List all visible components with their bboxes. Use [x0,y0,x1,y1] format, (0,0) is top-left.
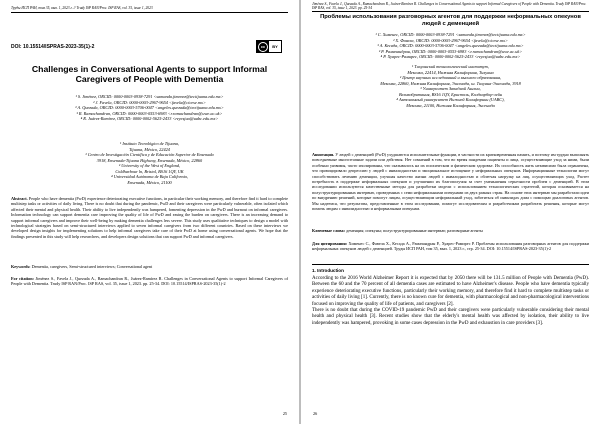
abstract-text: People who have dementia (PwD) experience deteriorating executive functions, in particular their working memory, and therefore find it hard to complete multistep tasks or activities of daily living. There is no doubt that during the pandemic, PwD and their caregivers were particularly vulnerable, often isolated which affected their mental and physical health. Their ability to live independently was hampered, fomenting depression in the PwD and burnout on informal caregivers. Information technology can support dementia care improving the quality of life of PwD and easing the burden on caregivers. There is an increasing demand to support informal caregivers and improve their well-being by making dementia challenges less severe. This study uses qualitative techniques to design a model with technological strategies based on semi-structured interviews applied to seven informal caregivers from two different countries. Based on these interviews we developed design insights for implementing solutions to help informal caregivers take care of their PwD at home using conversational agents. We hope that the findings presented in this study will help researchers, and developers design solutions that can support PwD and informal caregivers. [11,196,288,239]
affiliation: ⁴ Автономный университет Нижней Калифорнии (UABC), [396,97,505,102]
abstract-label: Аннотация. [312,152,335,157]
author: ³ А. Кесада, ORCID: 0000-0003-5706-0047 <angeles.quezada@tectijuana.edu.mx> [377,43,524,48]
keywords [11,264,288,269]
author: ⁴ R. Juárez-Ramírez, ORCID: 0000-0002-5625-2433 <reyesjua@uabc.edu.mx> [80,116,219,121]
page-number: 26 [313,411,318,416]
citation-text: Jiménez S., Favela J., Quezada A., Ramachandran R., Juárez-Ramírez R. Challenges in Conversational Agents to support Informal Caregivers of People with Dementia. Trudy ISP RAN/Proc. ISP RAS, vol. 35, issue 1, 2023. pp. 25-34. DOI: 10.15514/ISPRAS-2023-35(1)-2 [11,276,289,287]
body-paragraph: According to the 2016 World Alzheimer Report it is expected that by 2050 there will be 131.5 million of People with Dementia (PwD). Between the 60 and the 70 percent of all dementia cases are estimated to have Alzheimer's disease. People who have dementia typically experience deteriorating executive functions, particularly their working memory, and therefore find it hard to complete multistep tasks or activities of daily living [1]. Currently, there is no known cure for dementia, with pharmacological and non-pharmacological interventions focused on improving the quality of life of patients, and caregivers [2]. [312,276,589,307]
affiliation: Мексика, 21100, Нижняя Калифорния, Энсенада [406,102,495,108]
cc-icon: cc [257,41,269,52]
keywords-text: Dementia, caregivers, Semi-structured interviews; Conversational agent [31,264,153,269]
author-list [11,94,288,122]
affiliation: ³ Университет Западной Англии, [420,86,481,91]
header-rule [11,12,288,13]
citation-ru [312,241,589,252]
section-heading: 1. Introduction [312,268,344,273]
running-header: Труды ИСП РАН, том 35, вып. 1, 2023 г. // Trudy ISP RAN/Proc. ISP RAS, vol. 35, issue 1, 2023 [11,6,153,10]
affiliation: Tijuana, México, 22424 [129,146,170,152]
author: ¹ С. Хименес, ORCID: 0000-0003-0938-7291 <samanda.jimenez@tectijuana.edu.mx> [375,32,526,37]
keywords-text: деменция; опекуны; полуструктурированные интервью; разговорные агенты [346,228,483,233]
affiliation: ⁴ Universidad Autónoma de Baja California, [111,174,188,179]
affiliation: Мексика, 22860, Нижняя Калифорния, Энсенада, ш. Тихуана-Энсенада, 3918 [380,80,521,86]
body-paragraph: There is no doubt that during the COVID-19 pandemic PwD and their caregivers were particularly vulnerable considering their mental health and physical health [3]. Recent studies show that the elderly's mental health was affected by isolation, their ability to live independently was hampered, provoking in some cases depression in the PwD and exhaustion in care providers [3]. [312,308,589,326]
doi: DOI: 10.15514/ISPRAS-2023-35(1)-2 [11,44,95,50]
affiliation: ³ University of the West of England, [118,163,181,168]
affiliation: ¹ Тихуанский технологический институт, [412,64,489,69]
citation-text: Хименес С., Фавела Х., Кесада А., Рамачандран Р., Хуарес-Рамирес Р. Проблемы использования разговорных агентов для поддержки неформальных опекунов людей с деменцией. Труды ИСП РАН, том 35, вып. 1, 2023 г., стр. 25-34. DOI: 10.15514/ISPRAS-2023-35(1)-2 [312,241,590,252]
citation-label: For citation: [11,276,34,281]
abstract-label: Abstract. [11,196,28,201]
left-page [0,0,299,424]
author: ² J. Favela, ORCID: 0000-0003-2967-9654 <favela@cicese.mx> [93,99,206,105]
author: ³ A. Quezada, ORCID: 0000-0003-5706-0047 <angeles.quezada@tectijuana.edu.mx> [75,105,224,110]
affiliation: ¹ Instituto Tecnológico de Tijuana, [119,141,180,146]
page-number: 25 [282,411,287,416]
keywords-ru [312,228,589,233]
citation [11,276,288,287]
introduction-body [312,276,589,327]
right-page [301,0,600,424]
abstract-ru [312,152,589,211]
author-list-ru [312,32,589,60]
affiliation: Coldharbour ln, Bristol, BS16 1QY, UK [115,168,184,174]
affiliation: 3918, Ensenada-Tijuana Highway, Ensenada, México, 22860 [96,157,203,163]
keywords-label: Keywords: [11,264,31,269]
affiliation-list-ru [312,64,589,108]
article-title: Challenges in Conversational Agents to support Informal Caregivers of People with Dementia [31,64,268,84]
affiliation: Великобритания, BS16 1QY, Бристоль, Колдхарбор-лейн [399,91,502,97]
cc-by-license-badge[interactable] [256,40,282,53]
header-rule [312,11,589,12]
citation-label: Для цитирования: [312,241,348,246]
affiliation: Ensenada, México, 21100 [127,179,172,185]
abstract [11,196,288,239]
author: ³ Р. Рамачандран, ORCID: 0000-0003-0553-6983 <r.ramachandran@uwe.ac.uk> [378,48,523,54]
section-divider [312,264,589,265]
abstract-text: У людей с деменцией (PwD) ухудшаются исполнительные функции, в частности их кратковременная память, и поэтому им трудно выполнять повседневные многоэтапные задачи или действия. Нет сомнений в том, что во время пандемии пациенты и лица, осуществляющие уход за ними, были особенно уязвимы, часто изолированы, что сказывалось на их психическом и физическом здоровье. Их способность жить независимо была ограничена, что провоцировало депрессию у людей с инвалидностью и эмоциональное истощение у неформальных опекунов. Информационные технологии могут способствовать лечению деменции, улучшая качество жизни людей с инвалидностью и облегчая нагрузку на лиц, осуществляющих уход. Растет потребность в поддержке неформальных опекунов и улучшении их благополучия за счет уменьшения серьезности проблем с деменцией. В этом исследовании используются качественные методы для разработки модели с использованием технологических стратегий, которая основывается на полуструктурированных интервью, проведенных с семи неформальными опекунами из двух разных стран. На основе этих интервью мы разработали идеи по внедрению решений, которые помогут лицам, осуществляющим неформальный уход, заботиться об инвалидах дома с помощью диалоговых агентов. Мы надеемся, что результаты, представленные в этом исследовании, помогут исследователям и разработчикам разработать решения, которые могут помочь людям с инвалидностью и неформальным опекунам. [312,152,589,212]
affiliation: ² Центр научных исследований и высшего образования, [399,75,502,80]
author: ¹ S. Jiménez, ORCID: 0000-0003-0938-7291 <samanda.jimenez@tectijuana.edu.mx> [75,94,224,99]
article-title-ru: Проблемы использования разговорных агентов для поддержки неформальных опекунов людей с деменцией [320,14,581,27]
author: ² Х. Фавела, ORCID: 0000-0003-2967-9654 <favela@cicese.mx> [393,37,508,43]
affiliation: ² Centro de Investigación Científica y de Educación Superior de Ensenada [85,152,214,157]
affiliation: Мексика, 22414, Нижняя Калифорния, Тихуана [407,69,494,75]
author: ⁴ Р. Хуарес-Рамирес, ORCID: 0000-0002-5625-2433 <reyesjua@uabc.edu.mx> [380,54,521,59]
by-icon: BY [272,44,278,49]
keywords-label: Ключевые слова: [312,228,346,233]
author: ³ R. Ramachandran, ORCID: 0000-0003-0553-6983 <r.ramachandran@uwe.ac.uk> [76,110,223,116]
affiliation-list [11,141,288,185]
running-header: Jiménez S., Favela J., Quezada A., Ramachandran R., Juárez-Ramírez R. Challenges in Conversational Agents to support Informal Caregivers of People with Dementia. Trudy ISP RAN/Proc. ISP RAS, vol. 35, issue 1, 2023. pp. 25-34 [312,2,587,11]
